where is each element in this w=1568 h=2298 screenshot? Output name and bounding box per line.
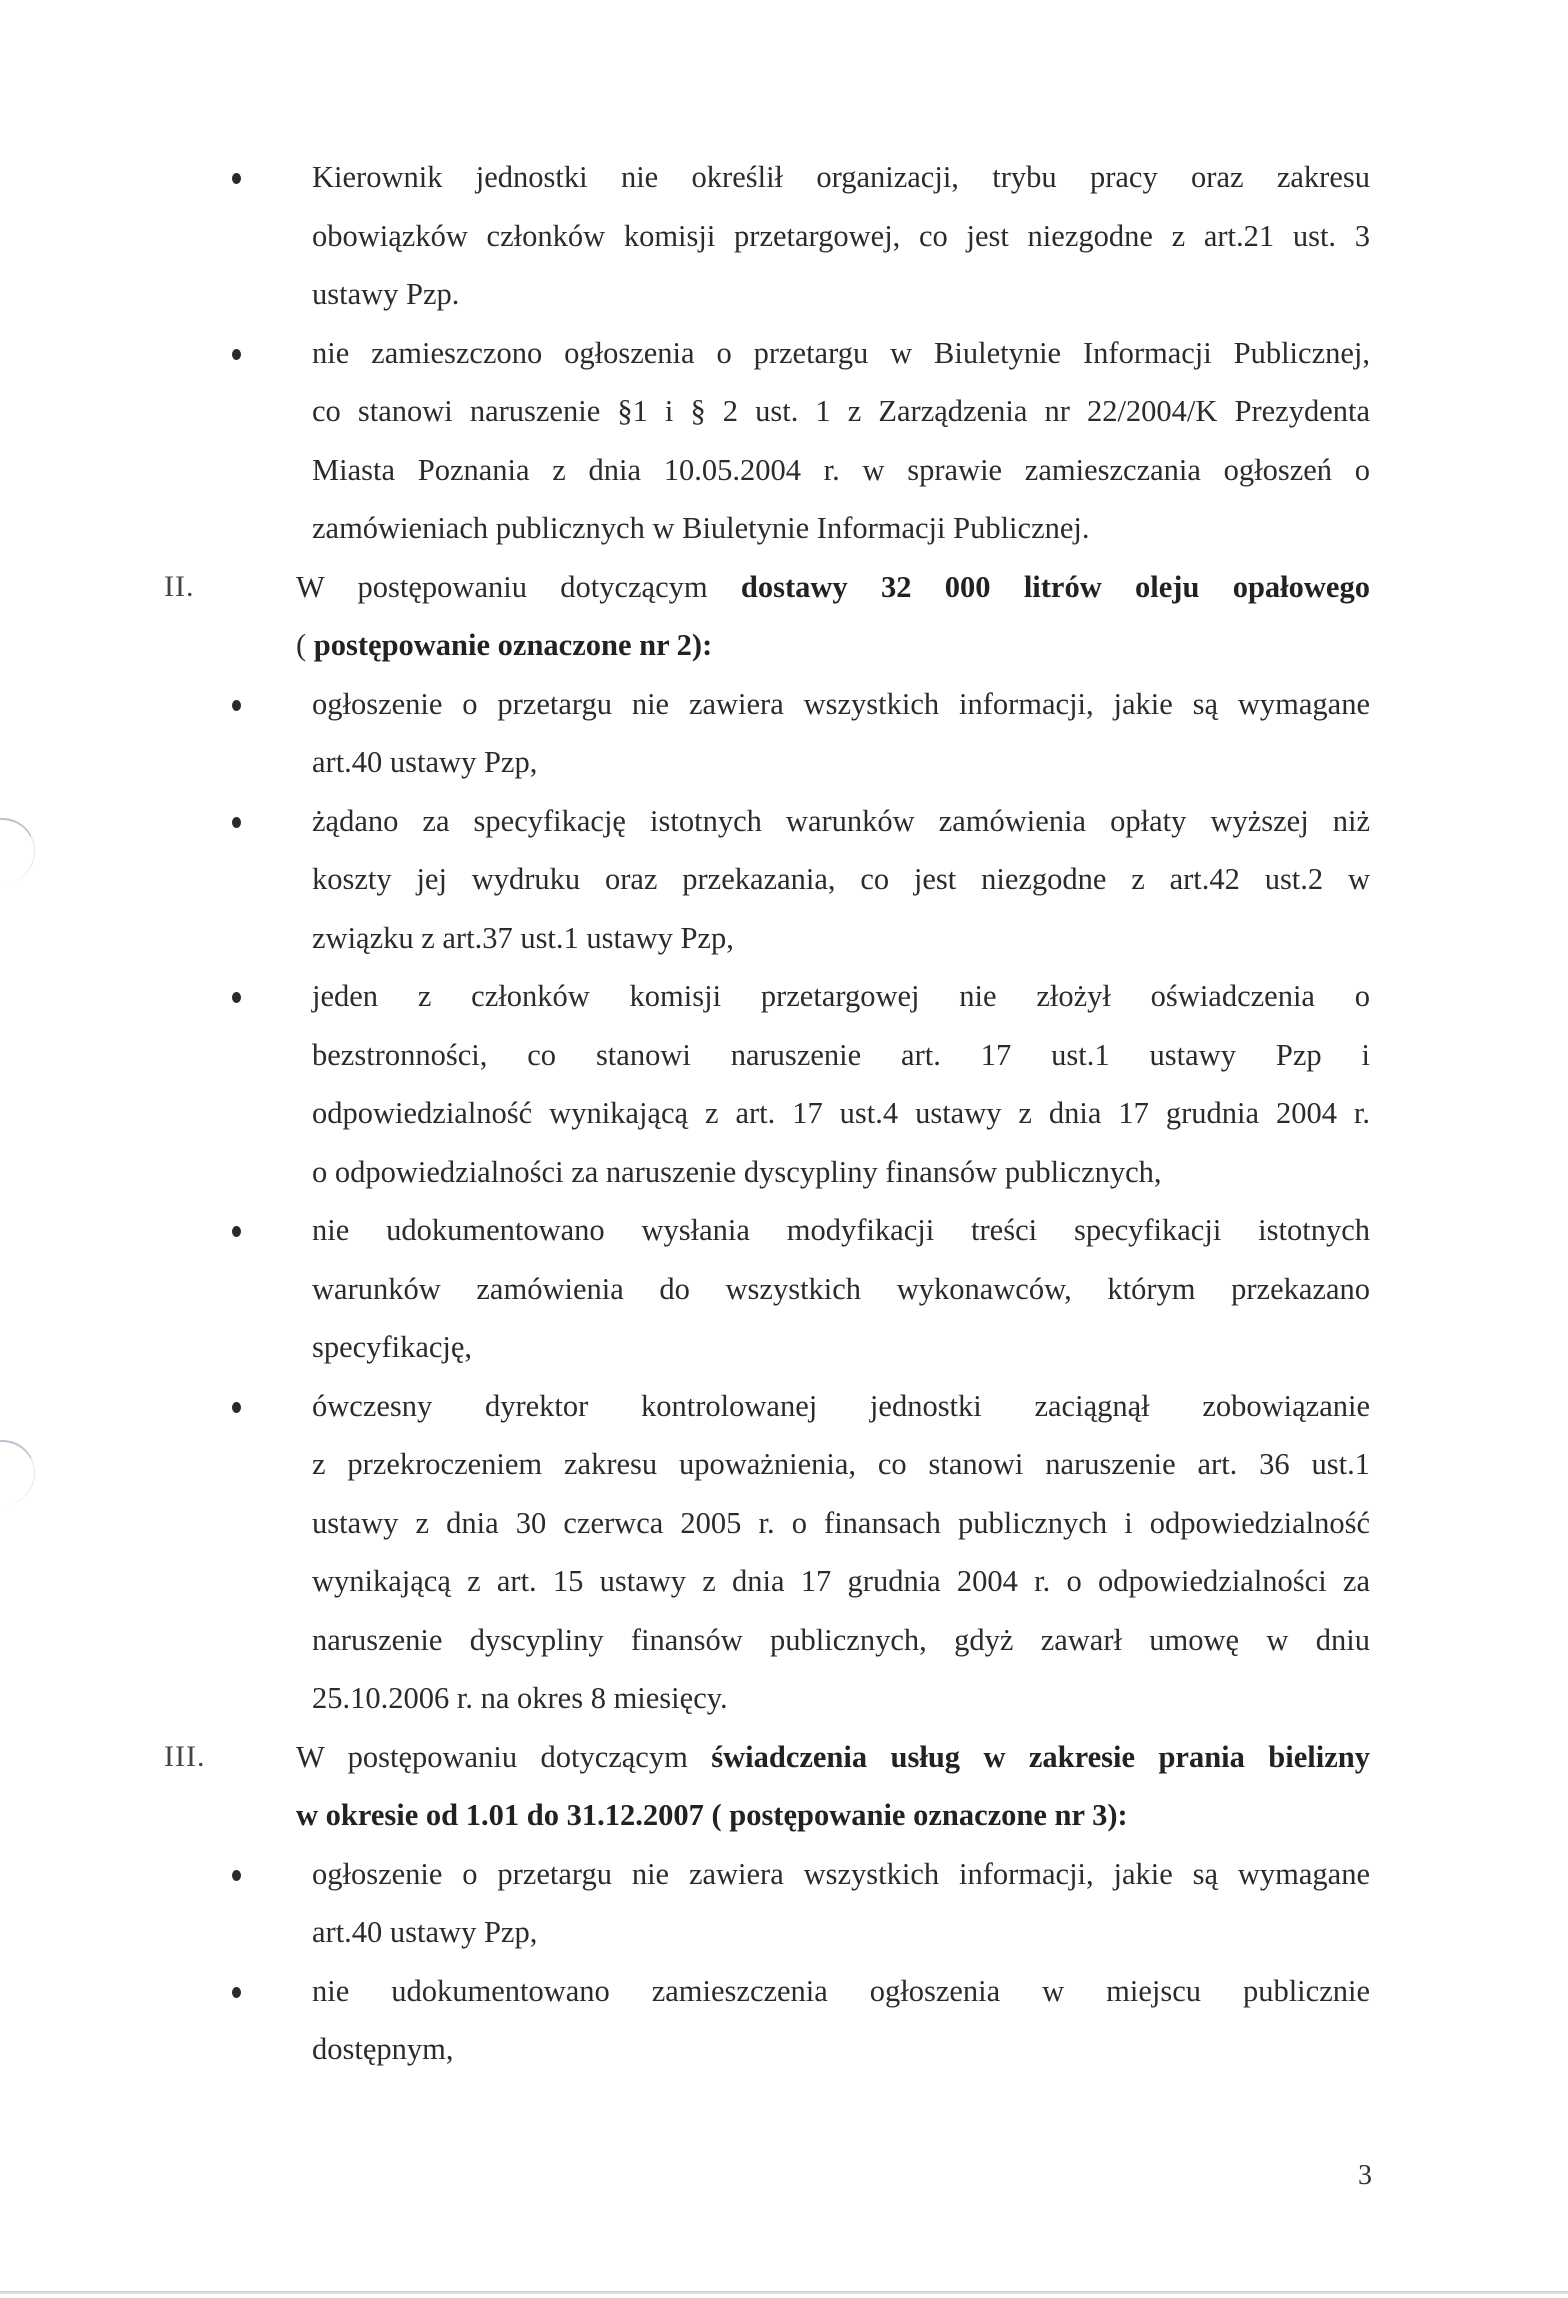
text-line: jeden z członków komisji przetargowej nie złożył oświadczenia o <box>312 979 1370 1013</box>
list-item <box>232 148 1370 324</box>
list-item <box>232 1377 1370 1728</box>
bullet-icon <box>232 1987 241 1998</box>
text-line: co stanowi naruszenie §1 i § 2 ust. 1 z Zarządzenia nr 22/2004/K Prezydenta <box>312 394 1370 428</box>
text-line: art.40 ustawy Pzp, <box>312 745 538 779</box>
heading-text: W postępowaniu dotyczącym <box>296 1739 712 1774</box>
bullet-icon <box>232 700 241 711</box>
text-line: 25.10.2006 r. na okres 8 miesięcy. <box>312 1681 728 1715</box>
bullet-icon <box>232 1870 241 1881</box>
section-heading-line <box>296 558 1370 617</box>
list-item <box>232 675 1370 792</box>
page-bottom-edge <box>0 2291 1568 2294</box>
section-heading-line <box>296 1786 1370 1845</box>
list-item <box>232 324 1370 558</box>
section-numeral: III. <box>164 1739 206 1773</box>
text-line: naruszenie dyscypliny finansów publicznych, gdyż zawarł umowę w dniu <box>312 1622 1370 1657</box>
punch-hole-mark <box>0 813 40 889</box>
list-item <box>232 792 1370 968</box>
document-body <box>164 148 1370 2079</box>
bullet-icon <box>232 992 241 1003</box>
section-ii <box>164 558 1370 675</box>
heading-bold-text: świadczenia usług w zakresie prania bielizny <box>711 1739 1370 1774</box>
text-line: nie udokumentowano wysłania modyfikacji treści specyfikacji istotnych <box>312 1213 1370 1247</box>
text-line: obowiązków członków komisji przetargowej, co jest niezgodne z art.21 ust. 3 <box>312 218 1370 253</box>
text-line: związku z art.37 ust.1 ustawy Pzp, <box>312 920 734 955</box>
text-line: nie zamieszczono ogłoszenia o przetargu w Biuletynie Informacji Publicznej, <box>312 335 1370 370</box>
text-line: o odpowiedzialności za naruszenie dyscypliny finansów publicznych, <box>312 1154 1162 1189</box>
text-line: ustawy Pzp. <box>312 277 460 311</box>
text-line: ustawy z dnia 30 czerwca 2005 r. o finansach publicznych i odpowiedzialność <box>312 1505 1370 1540</box>
text-line: odpowiedzialność wynikającą z art. 17 ust.4 ustawy z dnia 17 grudnia 2004 r. <box>312 1096 1370 1130</box>
text-line: żądano za specyfikację istotnych warunków zamówienia opłaty wyższej niż <box>312 803 1370 838</box>
heading-text: ( <box>296 628 314 662</box>
text-line: ówczesny dyrektor kontrolowanej jednostki zaciągnął zobowiązanie <box>312 1388 1370 1423</box>
heading-bold-text: postępowanie oznaczone nr 2): <box>313 628 713 662</box>
text-line: bezstronności, co stanowi naruszenie art. 17 ust.1 ustawy Pzp i <box>312 1037 1370 1072</box>
text-line: wynikającą z art. 15 ustawy z dnia 17 grudnia 2004 r. o odpowiedzialności za <box>312 1564 1370 1598</box>
text-line: ogłoszenie o przetargu nie zawiera wszystkich informacji, jakie są wymagane <box>312 1856 1370 1891</box>
text-line: zamówieniach publicznych w Biuletynie Informacji Publicznej. <box>312 511 1090 545</box>
list-item <box>232 1962 1370 2079</box>
heading-bold-text: w okresie od 1.01 do 31.12.2007 ( postępowanie oznaczone nr 3): <box>296 1798 1128 1832</box>
bullet-icon <box>232 817 241 828</box>
text-line: nie udokumentowano zamieszczenia ogłoszenia w miejscu publicznie <box>312 1973 1370 2008</box>
text-line: koszty jej wydruku oraz przekazania, co jest niezgodne z art.42 ust.2 w <box>312 862 1370 896</box>
text-line: Kierownik jednostki nie określił organizacji, trybu pracy oraz zakresu <box>312 160 1370 194</box>
text-line: specyfikację, <box>312 1330 473 1364</box>
section-numeral: II. <box>164 569 195 603</box>
bullet-icon <box>232 1402 241 1413</box>
heading-bold-text: dostawy 32 000 litrów oleju opałowego <box>740 569 1370 604</box>
bullet-icon <box>232 173 241 184</box>
text-line: dostępnym, <box>312 2032 454 2066</box>
text-line: Miasta Poznania z dnia 10.05.2004 r. w sprawie zamieszczania ogłoszeń o <box>312 452 1370 487</box>
list-item <box>232 1845 1370 1962</box>
section-ii-findings <box>232 675 1370 1728</box>
text-line: z przekroczeniem zakresu upoważnienia, co stanowi naruszenie art. 36 ust.1 <box>312 1447 1370 1481</box>
bullet-icon <box>232 349 241 360</box>
punch-hole-mark <box>0 1435 40 1511</box>
page-number: 3 <box>1358 2160 1372 2191</box>
text-line: ogłoszenie o przetargu nie zawiera wszystkich informacji, jakie są wymagane <box>312 686 1370 721</box>
list-item <box>232 1201 1370 1377</box>
bullet-icon <box>232 1226 241 1237</box>
section-iii <box>164 1728 1370 1845</box>
list-item <box>232 967 1370 1201</box>
heading-text: W postępowaniu dotyczącym <box>296 569 741 604</box>
text-line: warunków zamówienia do wszystkich wykonawców, którym przekazano <box>312 1271 1370 1306</box>
section-iii-findings <box>232 1845 1370 2079</box>
text-line: art.40 ustawy Pzp, <box>312 1915 538 1949</box>
section-heading-line <box>296 616 1370 675</box>
section-heading-line <box>296 1728 1370 1787</box>
